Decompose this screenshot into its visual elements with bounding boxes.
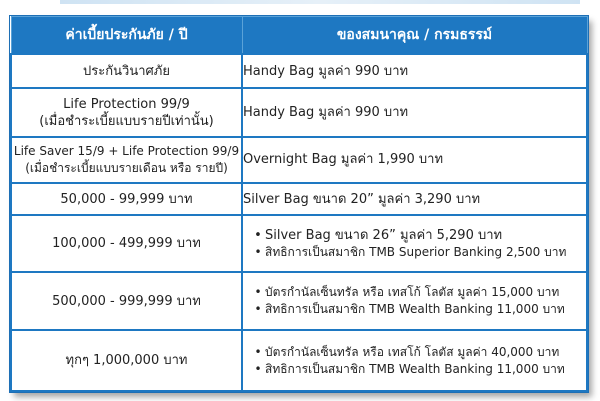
gift-bullet: [251, 344, 586, 361]
gift-cell: [242, 54, 587, 88]
premium-cell: [11, 330, 242, 391]
gift-bullet: [251, 361, 586, 378]
premium-text: Life Protection 99/9: [63, 96, 190, 112]
table-row: [11, 88, 587, 136]
gift-text: Handy Bag มูลค่า 990 บาท: [243, 105, 409, 120]
gift-bullet-text: บัตรกำนัลเซ็นทรัล หรือ เทสโก้ โลตัส มูลค่า 40,000 บาท: [265, 344, 560, 359]
top-decorative-strip: [60, 0, 580, 4]
bullet-icon: •: [254, 302, 262, 317]
gift-text: Silver Bag ขนาด 20” มูลค่า 3,290 บาท: [243, 191, 481, 207]
premium-text: Life Saver 15/9 + Life Protection 99/9: [13, 143, 240, 158]
table-row: [11, 330, 587, 391]
gift-bullet-text: บัตรกำนัลเซ็นทรัล หรือ เทสโก้ โลตัส มูลค่า 15,000 บาท: [265, 285, 560, 300]
gift-cell: [242, 183, 587, 215]
table-row: [11, 272, 587, 331]
table-row: [11, 215, 587, 272]
premium-cell: [11, 137, 242, 183]
gift-cell: [242, 272, 587, 331]
gift-bullet-text: สิทธิการเป็นสมาชิก TMB Wealth Banking 11,000 บาท: [265, 302, 565, 317]
premium-cell: [11, 88, 242, 136]
gift-bullet: [251, 301, 586, 318]
gift-bullet: [251, 227, 586, 244]
gift-cell: [242, 137, 587, 183]
premium-note: (เมื่อชำระเบี้ยแบบรายปีเท่านั้น): [39, 113, 214, 129]
gift-bullet: [251, 284, 586, 301]
premium-text: ประกันวินาศภัย: [83, 63, 170, 79]
gift-bullet-text: สิทธิการเป็นสมาชิก TMB Wealth Banking 11,000 บาท: [265, 361, 565, 376]
bullet-icon: •: [254, 344, 262, 359]
bullet-icon: •: [254, 227, 262, 243]
premium-note: (เมื่อชำระเบี้ยแบบรายเดือน หรือ รายปี): [25, 160, 228, 175]
gift-text: Overnight Bag มูลค่า 1,990 บาท: [243, 152, 444, 168]
header-gift: ของสมนาคุณ / กรมธรรม์: [242, 17, 587, 55]
gift-bullet: [251, 244, 586, 261]
bullet-icon: •: [254, 244, 262, 259]
premium-cell: [11, 183, 242, 215]
gift-text: Handy Bag มูลค่า 990 บาท: [243, 63, 409, 79]
gift-cell: [242, 330, 587, 391]
bullet-icon: •: [254, 285, 262, 300]
gift-cell: [242, 215, 587, 272]
gift-bullet-text: Silver Bag ขนาด 26” มูลค่า 5,290 บาท: [265, 227, 503, 243]
premium-text: 100,000 - 499,999 บาท: [52, 236, 201, 252]
bullet-icon: •: [254, 361, 262, 376]
table-row: [11, 137, 587, 183]
gift-bullet-text: สิทธิการเป็นสมาชิก TMB Superior Banking 2,500 บาท: [265, 244, 567, 259]
header-premium: ค่าเบี้ยประกันภัย / ปี: [11, 17, 242, 55]
table-header-row: [11, 17, 587, 55]
premium-cell: [11, 54, 242, 88]
gift-offer-table: [10, 16, 588, 392]
premium-cell: [11, 272, 242, 331]
premium-text: 500,000 - 999,999 บาท: [52, 293, 201, 309]
table-row: [11, 54, 587, 88]
gift-cell: [242, 88, 587, 136]
premium-text: ทุกๆ 1,000,000 บาท: [65, 353, 188, 369]
premium-text: 50,000 - 99,999 บาท: [60, 191, 193, 207]
table-row: [11, 183, 587, 215]
premium-cell: [11, 215, 242, 272]
